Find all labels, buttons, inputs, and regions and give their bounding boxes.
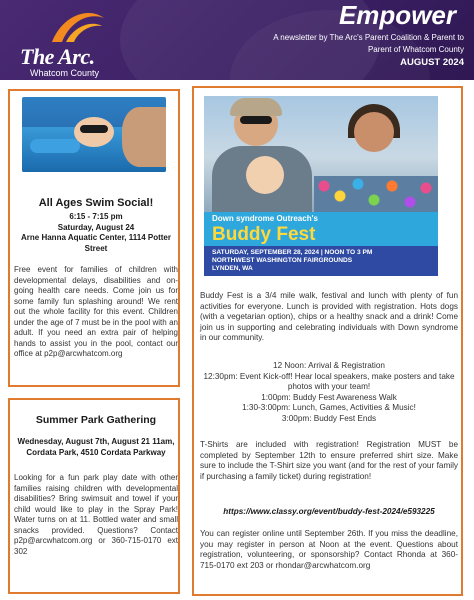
newsletter-subtitle: A newsletter by The Arc's Parent Coalition & Parent to Parent of Whatcom County <box>273 33 464 54</box>
issue-date: AUGUST 2024 <box>400 57 464 68</box>
adult-swimmer <box>122 107 166 167</box>
swim-social-box <box>8 89 180 387</box>
registration-info: You can register online until September 26th. If you miss the deadline, you may register in person at Noon at the event. Questions about registration, volunteering, or sponsorship? Contact Rhonda at 360-715-0170 ext 203 or rhondar@arcwhatcom.org <box>200 529 458 570</box>
summer-description: Looking for a fun park play date with other families raising children with developmental disabilities? Bring swimsuit and towel if your child would like to play in the Spray Park! Water turns on at 11. Bottled water and small snacks provided. Questions? Contact p2p@arcwhatcom.org or 360-715-0170 ext 302 <box>14 473 178 556</box>
org-name: The Arc. <box>20 44 95 69</box>
schedule-item: 12:30pm: Event Kick-off! Hear local speakers, make posters and take photos with your team! <box>203 371 455 391</box>
swim-photo <box>22 97 166 172</box>
buddy-fest-flyer <box>204 96 438 276</box>
arc-logo <box>10 8 120 78</box>
org-subtitle: Whatcom County <box>30 68 100 78</box>
schedule-item: 1:00pm: Buddy Fest Awareness Walk <box>261 392 397 402</box>
swim-time: 6:15 - 7:15 pm <box>69 212 123 221</box>
schedule-item: 12 Noon: Arrival & Registration <box>273 361 385 370</box>
flyer-venue-line: NORTHWEST WASHINGTON FAIRGROUNDS <box>212 257 353 264</box>
summer-park-box <box>8 398 180 594</box>
summer-title: Summer Park Gathering <box>35 414 157 426</box>
registration-link[interactable]: https://www.classy.org/event/buddy-fest-2024/e593225 <box>223 507 435 516</box>
schedule-item: 3:00pm: Buddy Fest Ends <box>281 413 377 423</box>
newsletter-header <box>0 0 474 80</box>
swim-date: Saturday, August 24 <box>57 222 135 232</box>
dad-cap <box>230 98 282 116</box>
schedule-item: 1:30-3:00pm: Lunch, Games, Activities & Music! <box>242 403 416 412</box>
flyer-date-block <box>204 246 438 276</box>
swoosh-icon <box>48 8 108 46</box>
girl-face <box>354 112 394 152</box>
tshirt-info: T-Shirts are included with registration! Registration MUST be completed by September 12th to ensure preferred shirt size. Make sure to include the T-Shirt size you want (and for the rest of your family if purchasing a family ticket) during registration! <box>200 440 458 481</box>
buddy-fest-box <box>192 86 463 596</box>
flyer-kicker: Down syndrome Outreach's <box>212 214 318 223</box>
summer-details: Wednesday, August 7th, August 21 11am, Cordata Park, 4510 Cordata Parkway <box>17 437 175 457</box>
buddy-schedule <box>200 361 458 424</box>
flyer-event-name: Buddy Fest <box>212 224 316 245</box>
flyer-city-line: LYNDEN, WA <box>212 265 253 272</box>
sunglasses <box>240 116 272 124</box>
newsletter-title: Empower <box>338 0 456 30</box>
swim-location: Arne Hanna Aquatic Center, 1114 Potter Street <box>21 233 171 253</box>
buddy-description: Buddy Fest is a 3/4 mile walk, festival and lunch with plenty of fun activities for everyone. Lunch is provided with registration. Hots dogs (with a vegetarian option), chips or a healthy snack and a drink! Come join us in supporting and celebrating individuals with Down syndrome in our community. <box>200 291 458 342</box>
goggles <box>80 125 108 133</box>
swim-title: All Ages Swim Social! <box>38 197 154 209</box>
flyer-photo <box>204 96 438 218</box>
baby-face <box>246 156 284 194</box>
swim-details <box>16 212 176 254</box>
kickboard <box>30 139 80 153</box>
flyer-date-line: SATURDAY, SEPTEMBER 28, 2024 | NOON TO 3 PM <box>212 249 373 256</box>
swim-description: Free event for families of children with developmental delays, disabilities and on-going health care needs. Come join us for some family fun splashing around! We rent out the whole facility for this event. Children under the age of 7 must be in the pool with an adult. If you need an extra pair of helping hands to assist you in the pool, contact our office at p2p@arcwhatcom.org <box>14 265 178 358</box>
